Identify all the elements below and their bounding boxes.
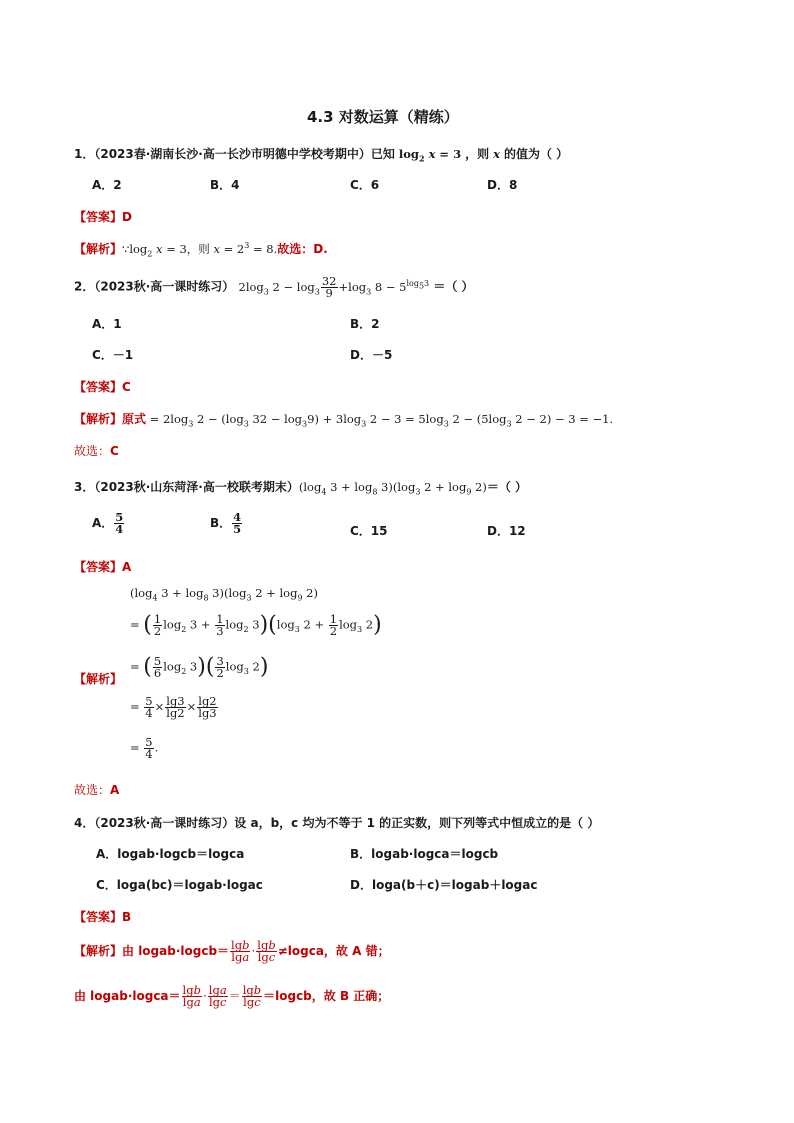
q3-option-c[interactable]: C．15	[350, 524, 388, 538]
question-3-stem: 3．（2023秋·山东菏泽·高一校联考期末）	[74, 480, 299, 494]
q3-option-b[interactable]: B． $\frac{4}{5}$	[210, 510, 242, 536]
q2-option-b[interactable]: B．2	[350, 317, 380, 331]
q4-option-d[interactable]: D．loga(b＋c)＝logab＋logac	[350, 878, 538, 892]
q3-derivation-line-1: ($\log_4$ $3 + \log_8 3)(\log_3$ $2 + \log_9 2$)	[130, 586, 318, 603]
q3-expression: ($\log_4$ $3 + \log_8 3)(\log_3$ $2 + \log_9 2$)	[298, 480, 487, 497]
q1-option-d[interactable]: D．8	[487, 178, 518, 192]
question-2-stem: 2．（2023秋·高一课时练习）	[74, 279, 235, 294]
q2-expression: $2\log_3$ $2 - \log_3$ $\frac{32}{9}$ $+\log_3$ $8 - 5^{log_53}$	[238, 274, 430, 300]
q3-analysis-label: 【解析】	[74, 672, 123, 686]
q1-option-b[interactable]: B．4	[210, 178, 240, 192]
q3-option-a[interactable]: A． $\frac{5}{4}$	[92, 510, 124, 536]
q1-option-c[interactable]: C．6	[350, 178, 380, 192]
q2-analysis: 【解析】原式 = $2\log_3$ $2 - (\log_3$ $32 - \log_39) + 3\log_3$ $2 - 3 = 5\log_3$ $2 - (5\log_3$ 2 − 2) − 3 = −1.	[74, 412, 614, 429]
q1-analysis: 【解析】$\because\log_2$ x = 3，则 $x = 2^3 = 8$.故选：D.	[74, 241, 328, 259]
q1-condition: $\log_2 x = 3$	[394, 147, 466, 164]
q3-answer: 【答案】A	[74, 560, 132, 574]
q2-choose: 故选：C	[74, 444, 119, 458]
question-1-stem: 1．（2023春·湖南长沙·高一长沙市明德中学校考期中）已知	[74, 147, 395, 161]
q3-derivation-line-4: = $\frac{5}{4}$ × $\frac{\lg 3}{\lg 2}$ × $\frac{\lg 2}{\lg 3}$	[130, 694, 217, 720]
q3-option-d[interactable]: D．12	[487, 524, 526, 538]
q3-derivation-line-3: = ( $\frac{5}{6}$ $\log_2 3$)( $\frac{3}{2}$ $\log_3 2$)	[130, 654, 269, 680]
q3-choose: 故选：A	[74, 783, 120, 797]
q1-option-a[interactable]: A．2	[92, 178, 122, 192]
q3-derivation-line-2: = ( $\frac{1}{2}$ $\log_2 3$ + $\frac{1}{3}$ $\log_2 3)(\log_3$ 2 + $\frac{1}{2}$ $\log_3 2$)	[130, 612, 382, 638]
q2-option-c[interactable]: C．－1	[92, 348, 134, 362]
q1-answer: 【答案】D	[74, 210, 132, 224]
q4-analysis-line-1: 【解析】由 logab·logcb＝ $\frac{\lg b}{\lg a}$ · $\frac{\lg b}{\lg c}$ ≠logca，故 A 错；	[74, 938, 390, 964]
q4-option-b[interactable]: B．logab·logca＝logcb	[350, 847, 499, 861]
page-title: 4.3 对数运算（精练）	[307, 108, 459, 126]
question-2: 2．（2023秋·高一课时练习） $2\log_3$ $2 - \log_3$ $\frac{32}{9}$ $+\log_3$ $8 - 5^{log_53}$ ＝（ ）	[74, 274, 474, 300]
q2-analysis-math: = $2\log_3$ $2 - (\log_3$ $32 - \log_39) + 3\log_3$ $2 - 3 = 5\log_3$ $2 - (5\log_3$ 2 − 2) − 3 = −1.	[146, 412, 614, 429]
question-1: 1．（2023春·湖南长沙·高一长沙市明德中学校考期中）已知 $\log_2 x = 3$ ，则 x 的值为（ ）	[74, 147, 569, 164]
q4-analysis-line-2: 由 logab·logca＝ $\frac{\lg b}{\lg a}$ · $\frac{\lg a}{\lg c}$ ＝ $\frac{\lg b}{\lg c}$ ＝logcb，故 B 正确；	[74, 983, 390, 1009]
question-4: 4．（2023秋·高一课时练习）设 a，b，c 均为不等于 1 的正实数，则下列等式中恒成立的是（ ）	[74, 816, 600, 830]
q1-analysis-math: $\because\log_2$ x = 3，则 $x = 2^3 = 8$.	[122, 241, 278, 259]
q2-option-a[interactable]: A．1	[92, 317, 122, 331]
question-3: 3．（2023秋·山东菏泽·高一校联考期末）($\log_4$ $3 + \log_8 3)(\log_3$ $2 + \log_9 2)=$（ ）	[74, 480, 528, 497]
q2-option-d[interactable]: D．－5	[350, 348, 393, 362]
q4-option-c[interactable]: C．loga(bc)＝logab·logac	[96, 878, 263, 892]
q3-derivation-line-5: = $\frac{5}{4}$ .	[130, 735, 159, 761]
q4-answer: 【答案】B	[74, 910, 132, 924]
q4-option-a[interactable]: A．logab·logcb＝logca	[96, 847, 245, 861]
q2-answer: 【答案】C	[74, 380, 131, 394]
